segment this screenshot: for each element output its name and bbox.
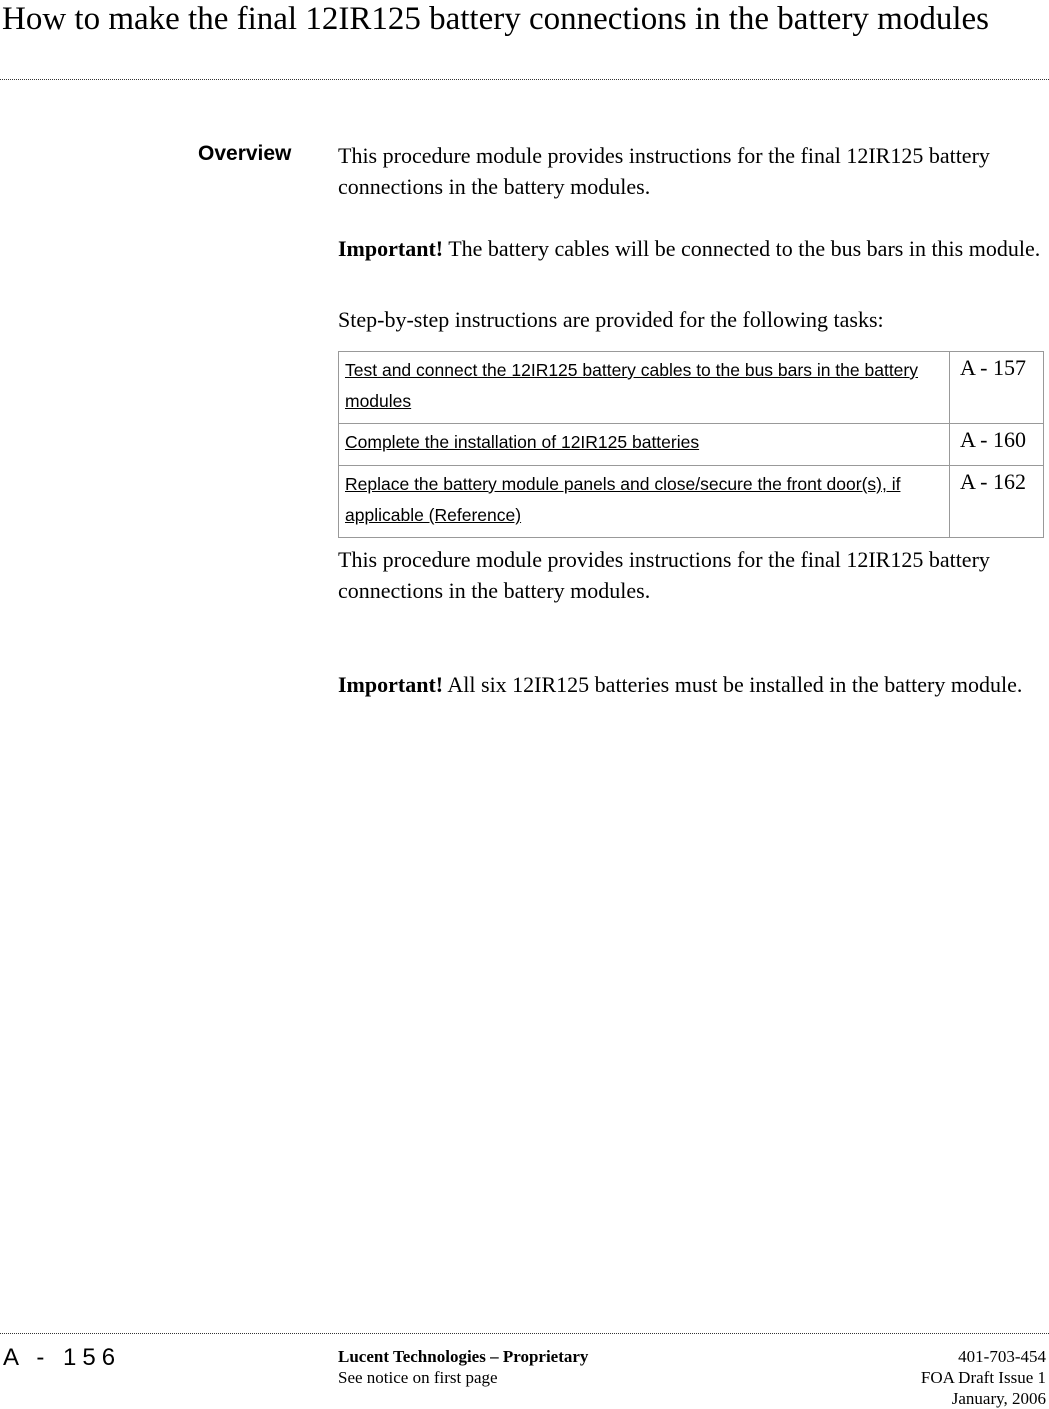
tasks-intro-paragraph: Step-by-step instructions are provided for the following tasks:	[338, 307, 884, 332]
important-label: Important!	[338, 672, 444, 697]
table-row	[339, 466, 1044, 538]
overview-intro-paragraph: This procedure module provides instructions for the final 12IR125 battery connections in the battery modules.	[338, 143, 990, 199]
important-label: Important!	[338, 236, 444, 261]
page-title: How to make the final 12IR125 battery connections in the battery modules	[2, 1, 990, 37]
footer-notice: See notice on first page	[338, 1368, 498, 1387]
section-label-overview: Overview	[198, 142, 292, 165]
task-table	[338, 351, 1044, 538]
task-page-ref: A - 162	[950, 466, 1044, 538]
overview-content	[338, 140, 1046, 700]
header-divider	[0, 79, 1049, 80]
task-cell	[339, 352, 950, 424]
footer-date: January, 2006	[951, 1389, 1046, 1408]
task-link-test-connect-cables[interactable]: Test and connect the 12IR125 battery cables to the bus bars in the battery modules	[345, 360, 918, 411]
overview-repeat-paragraph: This procedure module provides instructions for the final 12IR125 battery connections in the battery modules.	[338, 547, 990, 603]
footer-issue: FOA Draft Issue 1	[920, 1368, 1046, 1387]
important-text: All six 12IR125 batteries must be installed in the battery module.	[443, 672, 1023, 697]
important-note-cables	[338, 233, 1046, 264]
task-link-replace-panels[interactable]: Replace the battery module panels and close/secure the front door(s), if applicable (Reference)	[345, 474, 901, 525]
footer-page-number: A - 156	[3, 1344, 122, 1371]
task-cell	[339, 424, 950, 466]
task-cell	[339, 466, 950, 538]
table-row	[339, 352, 1044, 424]
important-note-batteries	[338, 669, 1046, 700]
task-page-ref: A - 157	[950, 352, 1044, 424]
footer-doc-info	[921, 1346, 1046, 1409]
table-row	[339, 424, 1044, 466]
task-page-ref: A - 160	[950, 424, 1044, 466]
important-text: The battery cables will be connected to the bus bars in this module.	[443, 236, 1041, 261]
footer-company: Lucent Technologies – Proprietary	[338, 1347, 589, 1366]
footer-doc-number: 401-703-454	[958, 1347, 1046, 1366]
footer-divider	[0, 1333, 1049, 1334]
task-link-complete-installation[interactable]: Complete the installation of 12IR125 batteries	[345, 432, 700, 452]
footer-company-block	[338, 1346, 588, 1388]
